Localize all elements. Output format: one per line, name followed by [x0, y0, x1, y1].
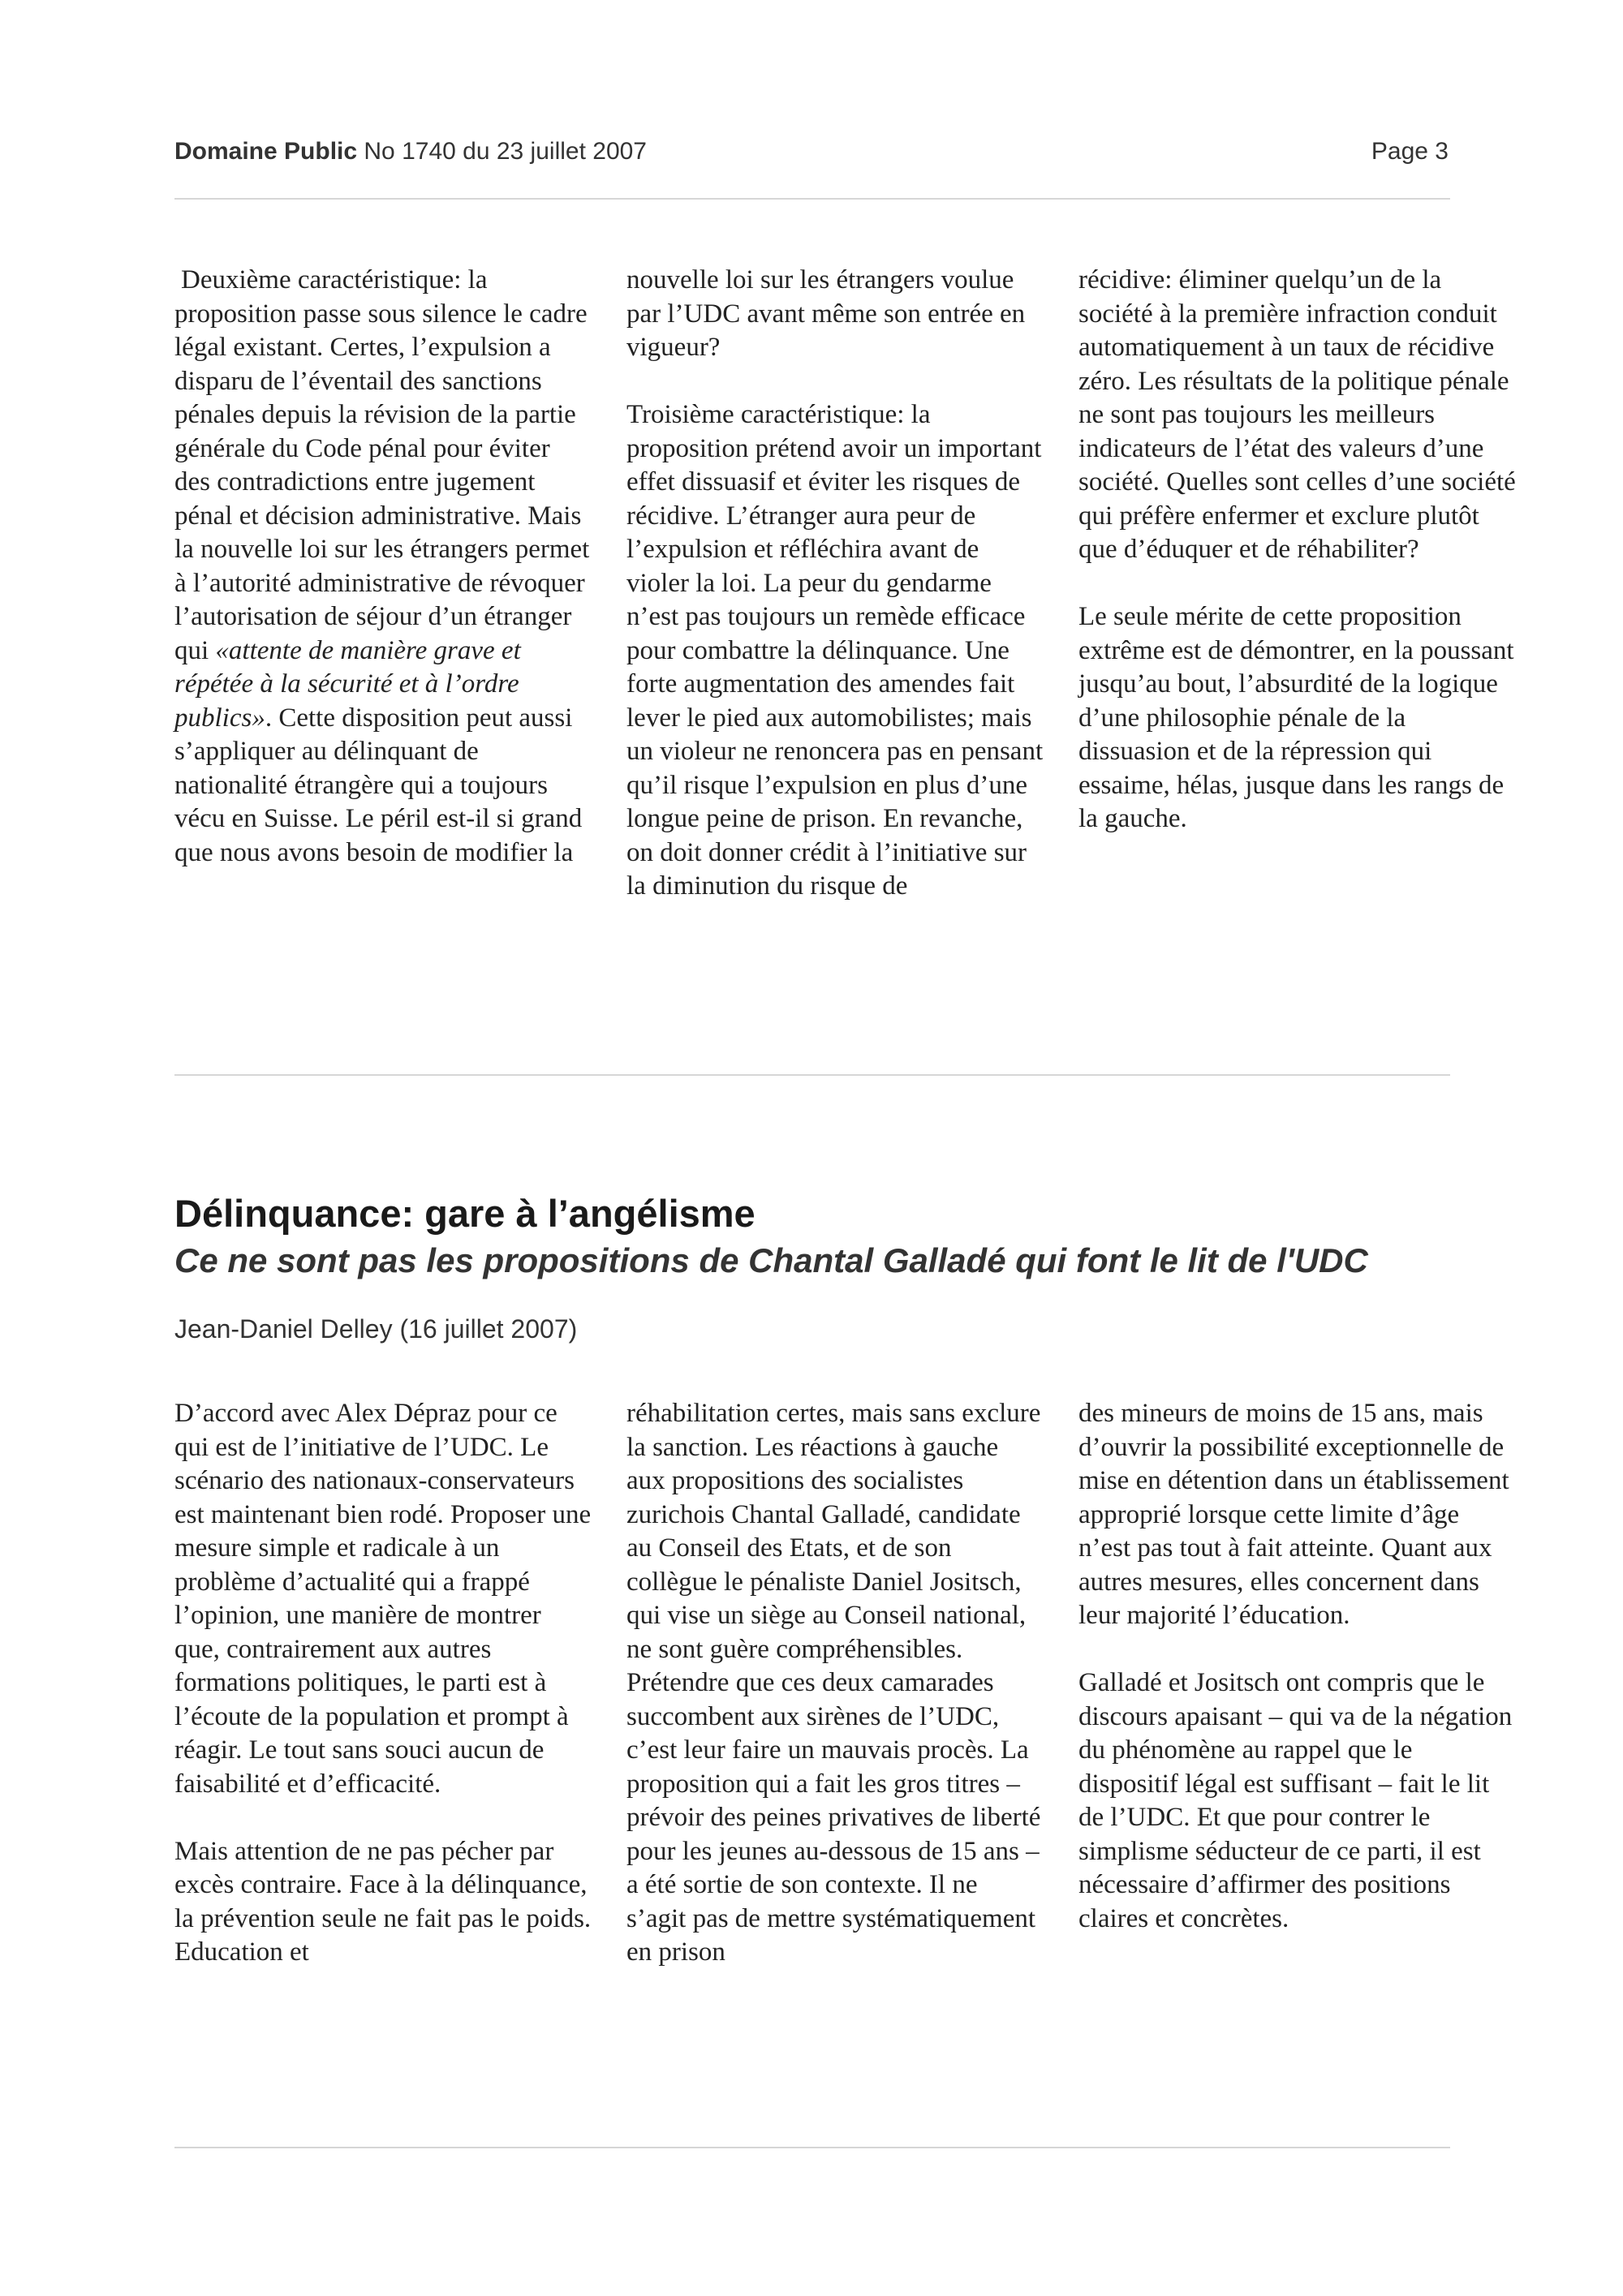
paragraph	[174, 264, 592, 870]
article-subtitle: Ce ne sont pas les propositions de Chantal Galladé qui font le lit de l'UDC	[174, 1241, 1368, 1279]
issue-info: No 1740 du 23 juillet 2007	[364, 138, 647, 165]
paragraph: réhabilitation certes, mais sans exclure la sanction. Les réactions à gauche aux propositions des socialistes zurichois Chantal Galladé, candidate au Conseil des Etats, et de son collègue le pénaliste Daniel Jositsch, qui vise un siège au Conseil national, ne sont guère compréhensibles. Prétendre que ces deux camarades succombent aux sirènes de l’UDC, c’est leur faire un mauvais procès. La proposition qui a fait les gros titres – prévoir des peines privatives de liberté pour les jeunes au-dessous de 15 ans – a été sortie de son contexte. Il ne s’agit pas de mettre systématiquement en prison	[626, 1399, 1041, 1967]
article-byline: Jean-Daniel Delley (16 juillet 2007)	[174, 1314, 578, 1344]
paragraph: Mais attention de ne pas pécher par excès contraire. Face à la délinquance, la prévention seule ne fait pas le poids. Education et	[174, 1836, 592, 1967]
column-1	[174, 264, 592, 904]
paragraph: Galladé et Jositsch ont compris que le discours apaisant – qui va de la négation du phénomène au rappel que le dispositif légal est suffisant – fait le lit de l’UDC. Et que pour contrer le simplisme séducteur de ce parti, il est nécessaire d’affirmer des positions claires et concrètes.	[1078, 1668, 1513, 1933]
paragraph-text: Deuxième caractéristique: la proposition passe sous silence le cadre légal existant. Certes, l’expulsion a disparu de l’éventail des sanctions pénales depuis la révision de la partie générale du Code pénal pour éviter des contradictions entre jugement pénal et décision administrative. Mais la nouvelle loi sur les étrangers permet à l’autorité administrative de révoquer l’autorisation de séjour d’un étranger qui	[174, 265, 590, 665]
footer-divider	[174, 2147, 1450, 2148]
continued-article-columns	[174, 264, 1516, 904]
article-columns	[174, 1397, 1513, 1970]
paragraph: nouvelle loi sur les étrangers voulue par l’UDC avant même son entrée en vigueur?	[626, 265, 1026, 362]
paragraph: récidive: éliminer quelqu’un de la société à la première infraction conduit automatiquement à un taux de récidive zéro. Les résultats de la politique pénale ne sont pas toujours les meilleurs indicateurs de l’état des valeurs d’une société. Quelles sont celles d’une société qui préfère enfermer et exclure plutôt que d’éduquer et de réhabiliter?	[1078, 265, 1516, 564]
column-2	[626, 1397, 1044, 1970]
paragraph: Le seule mérite de cette proposition extrême est de démontrer, en la poussant jusqu’au bout, l’absurdité de la logique d’une philosophie pénale de la dissuasion et de la répression qui essaime, hélas, jusque dans les rangs de la gauche.	[1078, 602, 1514, 833]
column-3	[1078, 1397, 1517, 1970]
legal-quote: «attente de manière grave et répétée à la sécurité et à l’ordre publics»	[174, 635, 521, 733]
article-title: Délinquance: gare à l’angélisme	[174, 1192, 756, 1235]
paragraph-text: . Cette disposition peut aussi s’appliquer au délinquant de nationalité étrangère qui a toujours vécu en Suisse. Le péril est-il si grand que nous avons besoin de modifier la	[174, 703, 583, 867]
page-number: Page 3	[1371, 138, 1449, 165]
publication-line	[174, 138, 647, 166]
paragraph: Troisième caractéristique: la proposition prétend avoir un important effet dissuasif et éviter les risques de récidive. L’étranger aura peur de l’expulsion et réfléchira avant de violer la loi. La peur du gendarme n’est pas toujours un remède efficace pour combattre la délinquance. Une forte augmentation des amendes fait lever le pied aux automobilistes; mais un violeur ne renoncera pas en pensant qu’il risque l’expulsion en plus d’une longue peine de prison. En revanche, on doit donner crédit à l’initiative sur la diminution du risque de	[626, 400, 1044, 901]
publication-name: Domaine Public	[174, 138, 358, 165]
header-divider	[174, 198, 1450, 200]
column-2	[626, 264, 1044, 904]
paragraph: des mineurs de moins de 15 ans, mais d’ouvrir la possibilité exceptionnelle de mise en détention dans un établissement approprié lorsque cette limite d’âge n’est pas tout à fait atteinte. Quant aux autres mesures, elles concernent dans leur majorité l’éducation.	[1078, 1399, 1509, 1630]
page-header	[174, 133, 1449, 170]
column-3	[1078, 264, 1517, 904]
column-1	[174, 1397, 592, 1970]
paragraph: D’accord avec Alex Dépraz pour ce qui est de l’initiative de l’UDC. Le scénario des nationaux-conservateurs est maintenant bien rodé. Proposer une mesure simple et radicale à un problème d’actualité qui a frappé l’opinion, une manière de montrer que, contrairement aux autres formations politiques, le parti est à l’écoute de la population et prompt à réagir. Le tout sans souci aucun de faisabilité et d’efficacité.	[174, 1399, 592, 1799]
section-divider	[174, 1074, 1450, 1076]
